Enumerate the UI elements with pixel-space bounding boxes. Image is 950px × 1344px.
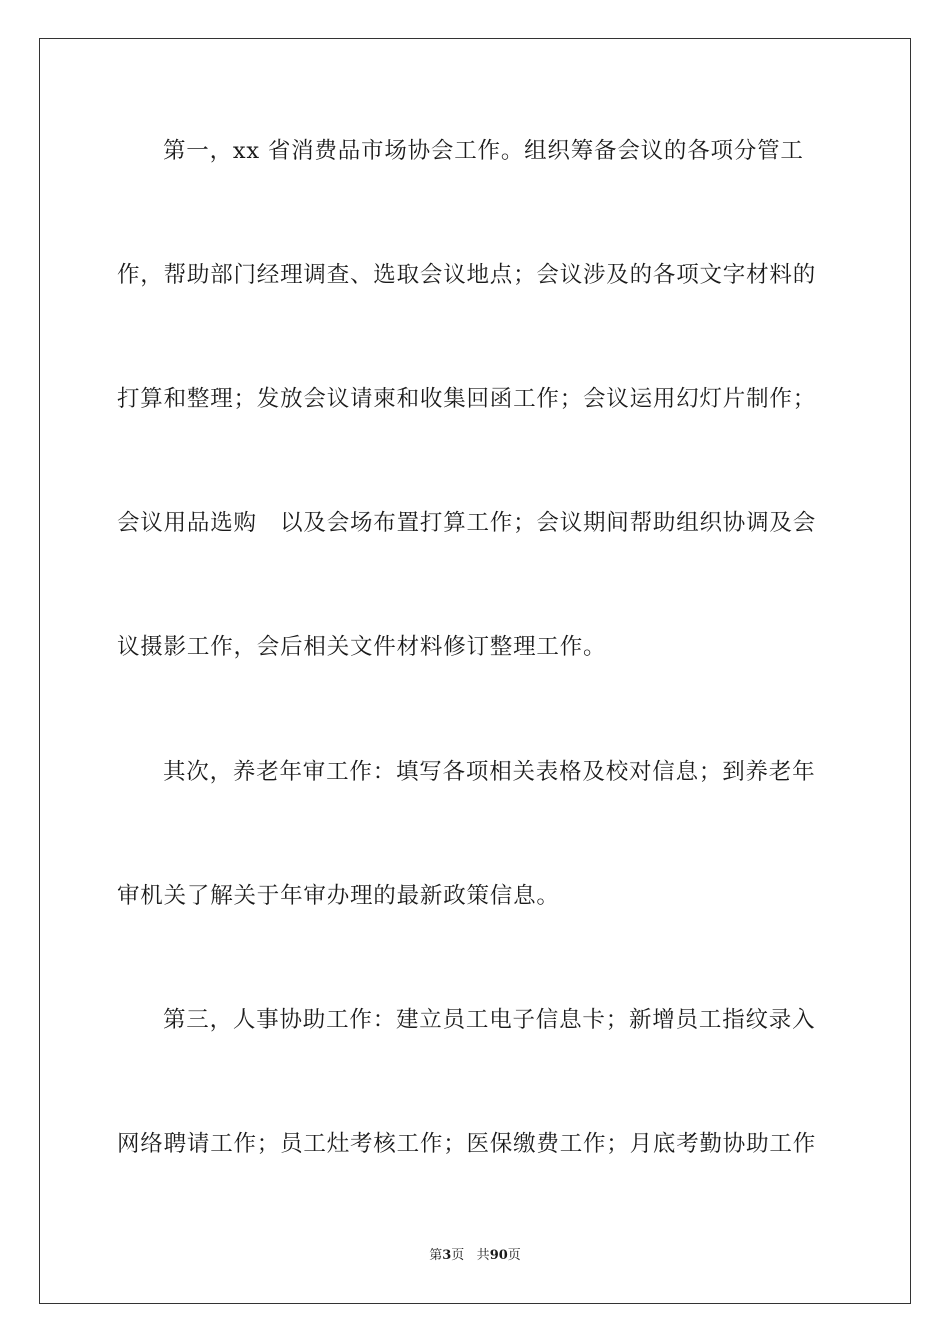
footer-total-prefix: 共 (476, 1248, 490, 1263)
paragraph-1-line-2: 作，帮助部门经理调查、选取会议地点；会议涉及的各项文字材料的 (117, 262, 817, 288)
footer-total-suffix: 页 (507, 1248, 521, 1263)
paragraph-1-line-4: 会议用品选购 以及会场布置打算工作；会议期间帮助组织协调及会 (117, 510, 817, 536)
footer-page-suffix: 页 (451, 1248, 465, 1263)
footer-page-prefix: 第 (429, 1248, 443, 1263)
paragraph-1-line-5: 议摄影工作，会后相关文件材料修订整理工作。 (117, 634, 607, 660)
footer-page-number: 3 (442, 1248, 452, 1263)
paragraph-1-line-1: 第一，xx 省消费品市场协会工作。组织筹备会议的各项分管工 (163, 138, 804, 164)
page-border (39, 38, 911, 1304)
paragraph-2-line-2: 审机关了解关于年审办理的最新政策信息。 (117, 883, 560, 909)
paragraph-2-line-1: 其次，养老年审工作：填写各项相关表格及校对信息；到养老年 (163, 759, 816, 785)
page-footer (0, 1247, 950, 1265)
paragraph-3-line-2: 网络聘请工作；员工灶考核工作；医保缴费工作；月底考勤协助工作 (117, 1131, 817, 1157)
paragraph-1-line-3: 打算和整理；发放会议请柬和收集回函工作；会议运用幻灯片制作； (117, 386, 817, 412)
footer-total-number: 90 (489, 1248, 508, 1263)
paragraph-3-line-1: 第三，人事协助工作：建立员工电子信息卡；新增员工指纹录入 (163, 1007, 816, 1033)
